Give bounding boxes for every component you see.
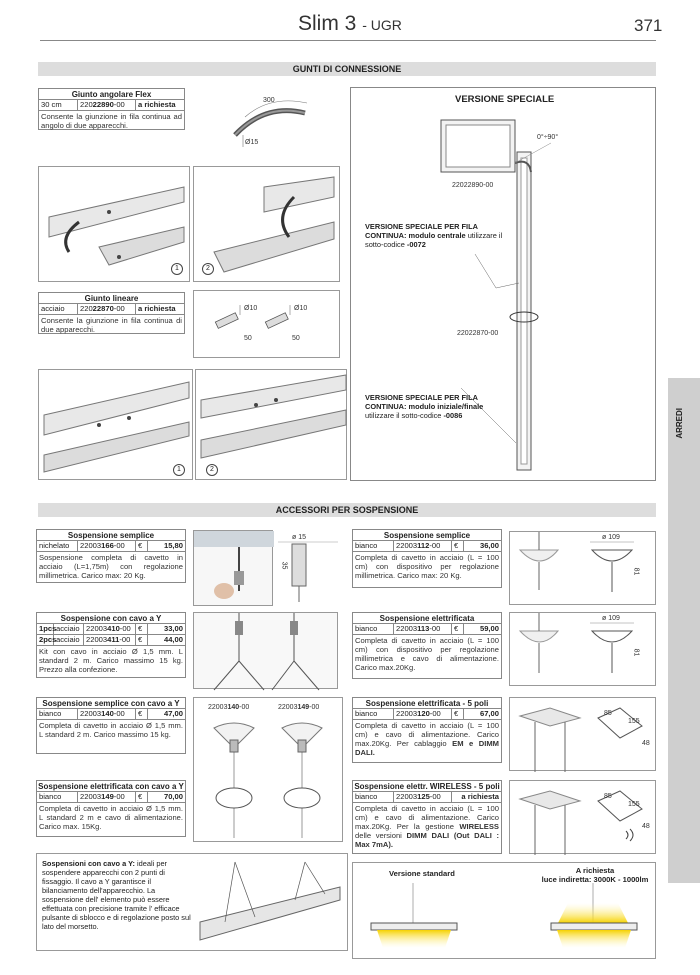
susp-elec-5-panel: Sospensione elettrificata - 5 poli bianco 22003120-00 € 67,00 Completa di cavetto in acciaio (L = 100 cm) e cavo di alimentazione. Carico max.20Kg. Per cablaggio EM e DIMM DALI. (352, 697, 502, 763)
flex-photo-2 (193, 166, 340, 282)
susp-simple-right-desc: Completa di cavetto in acciaio (L = 100 cm) con dispositivo per regolazione millimetrica. Carico max: 20 Kg. (355, 553, 499, 580)
flex-dim-diameter: Ø15 (245, 139, 259, 146)
side-tab-label: ARREDI (675, 408, 684, 439)
y-note-text: Sospensioni con cavo a Y: ideali per sospendere apparecchi con 2 punti di fissaggio. Il cavo a Y garantisce il bilanciamento dell'apparecchio. La sospensione dell' elemento può essere effettuata con precisione tramite l' efficace pulsante di sblocco e di regolazione posto sul lato del morsetto. (42, 859, 191, 931)
susp-simple-left-code: 22003166-00 (78, 541, 136, 551)
y-code-a: 22003140-00 (208, 704, 250, 711)
susp-y-title: Sospensione con cavo a Y (37, 613, 185, 624)
linear-joint-panel (38, 292, 185, 334)
flex-photo-1 (38, 166, 190, 282)
section-suspension: ACCESSORI PER SOSPENSIONE (38, 503, 656, 517)
susp-simple-left-photo (193, 530, 273, 606)
linear-joint-row (39, 304, 184, 315)
linear-joint-title: Giunto lineare (39, 293, 184, 304)
flex-joint-row (39, 100, 184, 111)
susp-elec-5-dim-w: 85 (604, 710, 612, 717)
flex-size: 30 cm (39, 100, 78, 110)
page-number: 371 (634, 16, 663, 35)
linear-desc: Consente la giunzione in fila continua di due apparecchi. (41, 316, 182, 334)
susp-simple-left-price: 15,80 (163, 541, 183, 550)
susp-simple-left-dim-h: 35 (280, 561, 288, 570)
susp-elec-cable-desc: Completa di cavetto in acciaio Ø 1,5 mm. L standard 2 m e cavo di alimentazione. Carico max. 15Kg. (39, 804, 183, 831)
susp-simple-right-drawing (509, 531, 656, 605)
page-title (298, 12, 402, 36)
susp-simple-right-dim-d: ø 109 (602, 534, 620, 541)
susp-elec-dim-h: 81 (632, 648, 640, 657)
susp-wireless-dim-h: 48 (642, 823, 650, 830)
flex-joint-title: Giunto angolare Flex (39, 89, 184, 100)
susp-simple-cable-desc: Completa di cavetto in acciaio Ø 1,5 mm. L standard 2 m. Carico massimo 15 kg. (39, 721, 183, 739)
susp-y-photo (193, 612, 338, 689)
susp-y-desc: Kit con cavo in acciaio Ø 1,5 mm. L standard 2 m. Carico massimo 15 kg. Prezzo alla confezione. (39, 647, 183, 674)
susp-wireless-dim-l: 155 (628, 801, 640, 808)
flex-desc: Consente la giunzione in fila continua ad angolo di due apparecchi. (41, 112, 182, 130)
step-1-badge: 1 (171, 263, 183, 275)
linear-dim-b: 10 (299, 305, 308, 312)
special-note-2: VERSIONE SPECIALE PER FILA CONTINUA: modulo iniziale/finale utilizzare il sotto-codice -0086 (365, 393, 484, 420)
flex-price: a richiesta (138, 100, 176, 109)
linear-code: 22022870-00 (78, 304, 136, 314)
susp-elec-5-desc: Completa di cavetto in acciaio (L = 100 cm) e cavo di alimentazione. Carico max.20Kg. Per cablaggio EM e DIMM DALI. (355, 721, 499, 757)
susp-elec-panel: Sospensione elettrificata bianco 22003113-00 € 59,00 Completa di cavetto in acciaio (L = 100 cm) con dispositivo per regolazione millimetrica e cavo di alimentazione. Carico max.20Kg. (352, 612, 502, 679)
flex-joint-panel (38, 88, 185, 130)
y-note-box (36, 853, 348, 951)
susp-simple-left-currency: € (136, 541, 148, 551)
step-2-badge: 2 (202, 263, 214, 275)
flex-dim-length: 300 (263, 97, 275, 104)
step-1b-badge: 1 (173, 464, 185, 476)
version-request-label: A richiesta luce indiretta: 3000K - 1000lm (541, 866, 649, 884)
linear-dim-a: 10 (249, 305, 258, 312)
susp-simple-left-panel (36, 529, 186, 583)
special-note-1: VERSIONE SPECIALE PER FILA CONTINUA: modulo centrale utilizzare il sotto-codice -0072 (365, 222, 503, 249)
header-rule (40, 40, 656, 41)
susp-elec-5-title: Sospensione elettrificata - 5 poli (353, 698, 501, 709)
special-version-box (350, 87, 656, 481)
susp-wireless-dim-w: 85 (604, 793, 612, 800)
linear-photo-2 (195, 369, 347, 480)
susp-simple-left-title: Sospensione semplice (37, 530, 185, 541)
susp-wireless-drawing (509, 780, 656, 854)
susp-elec-5-drawing (509, 697, 656, 771)
susp-simple-left-finish: nichelato (37, 541, 78, 551)
special-title: VERSIONE SPECIALE (455, 94, 555, 105)
susp-elec-drawing (509, 612, 656, 686)
linear-dim-c: 50 (244, 335, 252, 342)
susp-simple-cable-panel: Sospensione semplice con cavo a Y bianco 22003140-00 € 47,00 Completa di cavetto in acciaio Ø 1,5 mm. L standard 2 m. Carico massimo 15 kg. (36, 697, 186, 754)
susp-simple-cable-title: Sospensione semplice con cavo a Y (37, 698, 185, 709)
y-code-b: 22003149-00 (278, 704, 320, 711)
versions-box (352, 862, 656, 959)
susp-simple-right-dim-h: 81 (632, 567, 640, 576)
y-cable-drawing (193, 697, 343, 842)
susp-elec-dim-d: ø 109 (602, 615, 620, 622)
version-standard-label: Versione standard (389, 869, 455, 878)
susp-elec-cable-panel: Sospensione elettrificata con cavo a Y bianco 22003149-00 € 70,00 Completa di cavetto in acciaio Ø 1,5 mm. L standard 2 m e cavo di alimentazione. Carico max. 15Kg. (36, 780, 186, 837)
susp-y-panel (36, 612, 186, 678)
susp-simple-right-title: Sospensione semplice (353, 530, 501, 541)
title-sub: - UGR (362, 17, 402, 33)
linear-joint-drawing: Ø10 Ø10 50 50 (193, 290, 340, 358)
linear-dim-d: 50 (292, 335, 300, 342)
susp-simple-left-drawing (278, 534, 338, 606)
linear-photo-1 (38, 369, 193, 480)
susp-elec-cable-title: Sospensione elettrificata con cavo a Y (38, 782, 184, 791)
special-code-1: 22022890-00 (452, 182, 494, 189)
susp-simple-left-desc: Sospensione completa di cavetto in acciaio (L=1,75m) con regolazione millimetrica. Carico max: 20 Kg. (39, 553, 183, 580)
susp-y-row-2: 2pcs acciaio 22003411-00 € 44,00 (39, 635, 183, 644)
susp-elec-5-dim-l: 155 (628, 718, 640, 725)
special-angle: 0°÷90° (537, 134, 559, 141)
linear-material: acciaio (39, 304, 78, 314)
flex-code: 22022890-00 (78, 100, 136, 110)
susp-simple-right-panel: Sospensione semplice bianco 22003112-00 € 36,00 Completa di cavetto in acciaio (L = 100 cm) con dispositivo per regolazione millimetrica. Carico max: 20 Kg. (352, 529, 502, 588)
step-2b-badge: 2 (206, 464, 218, 476)
susp-wireless-title: Sospensione elettr. WIRELESS - 5 poli (354, 782, 500, 791)
flex-joint-drawing (215, 95, 315, 155)
susp-elec-5-dim-h: 48 (642, 740, 650, 747)
linear-price: a richiesta (138, 304, 176, 313)
susp-elec-desc: Completa di cavetto in acciaio (L = 100 cm) con dispositivo per regolazione millimetrica e cavo di alimentazione. Carico max.20Kg. (355, 636, 499, 672)
susp-simple-left-dim-d: ø 15 (292, 534, 307, 541)
susp-wireless-panel: Sospensione elettr. WIRELESS - 5 poli bianco 22003125-00 a richiesta Completa di cavetto in acciaio (L = 100 cm) e cavo di alimentazione. Carico max.20Kg. Per la gestione WIRELESS delle versioni DIMM DALI (Out DALI : Max 7mA). (352, 780, 502, 854)
special-code-2: 22022870-00 (457, 330, 499, 337)
side-tab (668, 378, 700, 883)
section-connection: GUNTI DI CONNESSIONE (38, 62, 656, 76)
susp-y-row-1: 1pcs acciaio 22003410-00 € 33,00 (39, 624, 183, 633)
susp-wireless-desc: Completa di cavetto in acciaio (L = 100 cm) e cavo di alimentazione. Carico max.20Kg. Per la gestione WIRELESS delle versioni DIMM DALI (Out DALI : Max 7mA). (355, 804, 499, 849)
title-main: Slim 3 (298, 12, 357, 35)
susp-elec-title: Sospensione elettrificata (353, 613, 501, 624)
